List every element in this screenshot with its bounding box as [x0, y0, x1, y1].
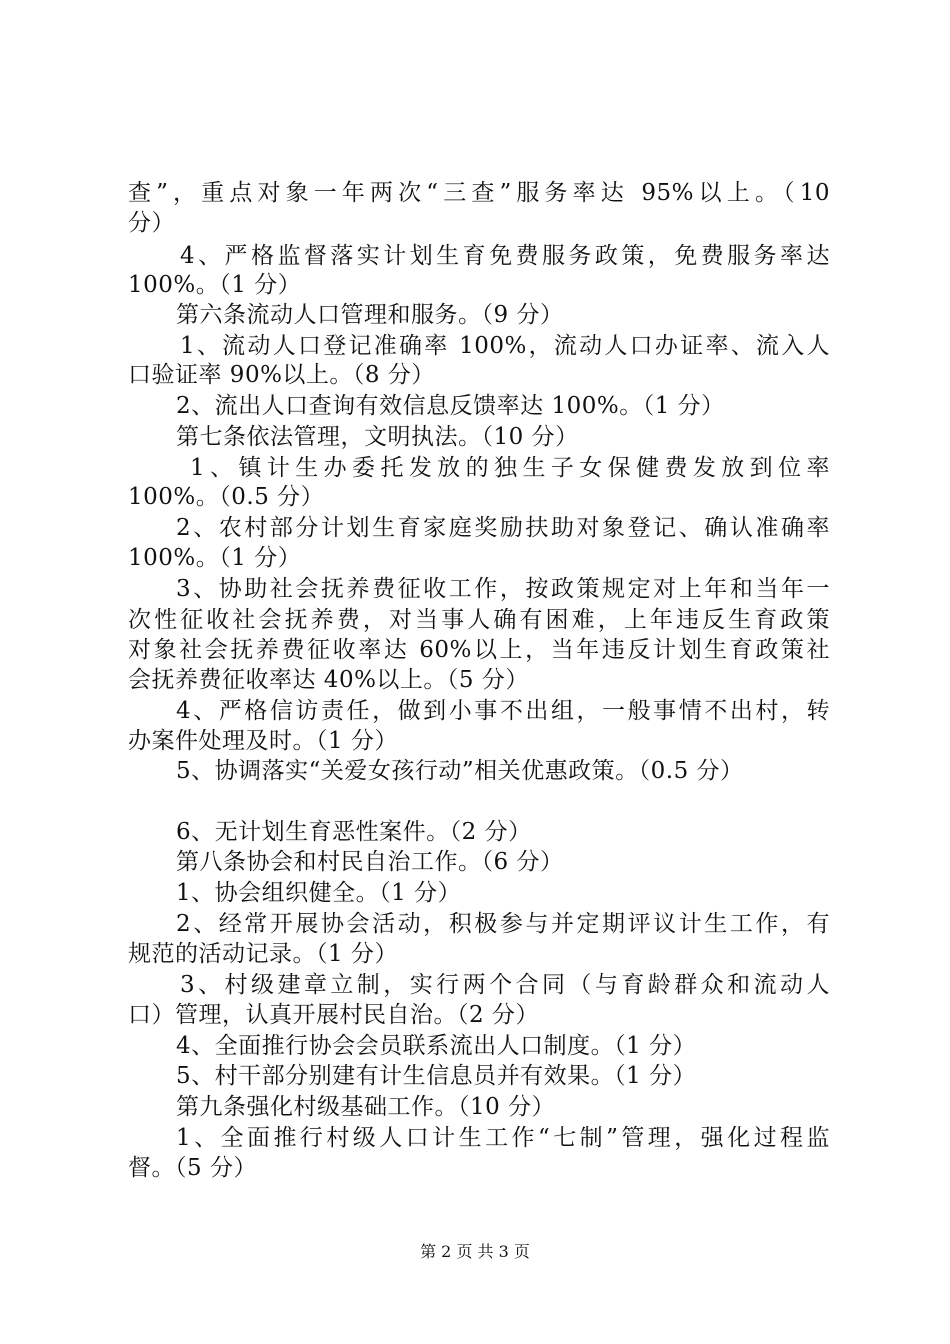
text-line: 2、经常开展协会活动，积极参与并定期评议计生工作，有 — [176, 911, 830, 937]
text-line: 1、镇计生办委托发放的独生子女保健费发放到位率 — [190, 455, 830, 481]
section-heading: 第六条流动人口管理和服务。（9 分） — [176, 302, 564, 328]
text-line: 办案件处理及时。（1 分） — [128, 728, 398, 754]
text-line: 100%。（0.5 分） — [128, 484, 325, 510]
text-line: 4、全面推行协会会员联系流出人口制度。（1 分） — [176, 1033, 697, 1059]
text-line: 3、协助社会抚养费征收工作，按政策规定对上年和当年一 — [176, 576, 830, 602]
text-line: 4、严格信访责任，做到小事不出组，一般事情不出村，转 — [176, 698, 830, 724]
text-line: 100%。（1 分） — [128, 545, 302, 571]
text-line: 查”，重点对象一年两次“三查”服务率达 95%以上。（10 — [128, 180, 830, 206]
text-line: 口验证率 90%以上。（8 分） — [128, 362, 435, 388]
text-line: 2、流出人口查询有效信息反馈率达 100%。（1 分） — [176, 393, 725, 419]
text-line: 3、村级建章立制，实行两个合同（与育龄群众和流动人 — [180, 972, 830, 998]
section-heading: 第七条依法管理，文明执法。（10 分） — [176, 424, 579, 450]
text-line: 5、协调落实“关爱女孩行动”相关优惠政策。（0.5 分） — [176, 758, 744, 784]
text-line: 5、村干部分别建有计生信息员并有效果。（1 分） — [176, 1063, 697, 1089]
section-heading: 第八条协会和村民自治工作。（6 分） — [176, 849, 564, 875]
text-line: 4、严格监督落实计划生育免费服务政策，免费服务率达 — [180, 243, 830, 269]
text-line: 1、协会组织健全。（1 分） — [176, 880, 462, 906]
text-line: 100%。（1 分） — [128, 272, 302, 298]
section-heading: 第九条强化村级基础工作。（10 分） — [176, 1094, 556, 1120]
text-line: 对象社会抚养费征收率达 60%以上，当年违反计划生育政策社 — [128, 637, 830, 663]
text-line: 次性征收社会抚养费，对当事人确有困难，上年违反生育政策 — [128, 607, 830, 633]
text-line: 督。（5 分） — [128, 1155, 257, 1181]
page-number-footer: 第 2 页 共 3 页 — [420, 1242, 530, 1261]
text-line: 分） — [128, 210, 175, 236]
text-line: 1、流动人口登记准确率 100%，流动人口办证率、流入人 — [180, 333, 830, 359]
text-line: 口）管理，认真开展村民自治。（2 分） — [128, 1002, 539, 1028]
text-line: 规范的活动记录。（1 分） — [128, 941, 398, 967]
text-line: 6、无计划生育恶性案件。（2 分） — [176, 819, 532, 845]
text-line: 1、全面推行村级人口计生工作“七制”管理，强化过程监 — [176, 1125, 830, 1151]
text-line: 2、农村部分计划生育家庭奖励扶助对象登记、确认准确率 — [176, 515, 830, 541]
text-line: 会抚养费征收率达 40%以上。（5 分） — [128, 667, 529, 693]
